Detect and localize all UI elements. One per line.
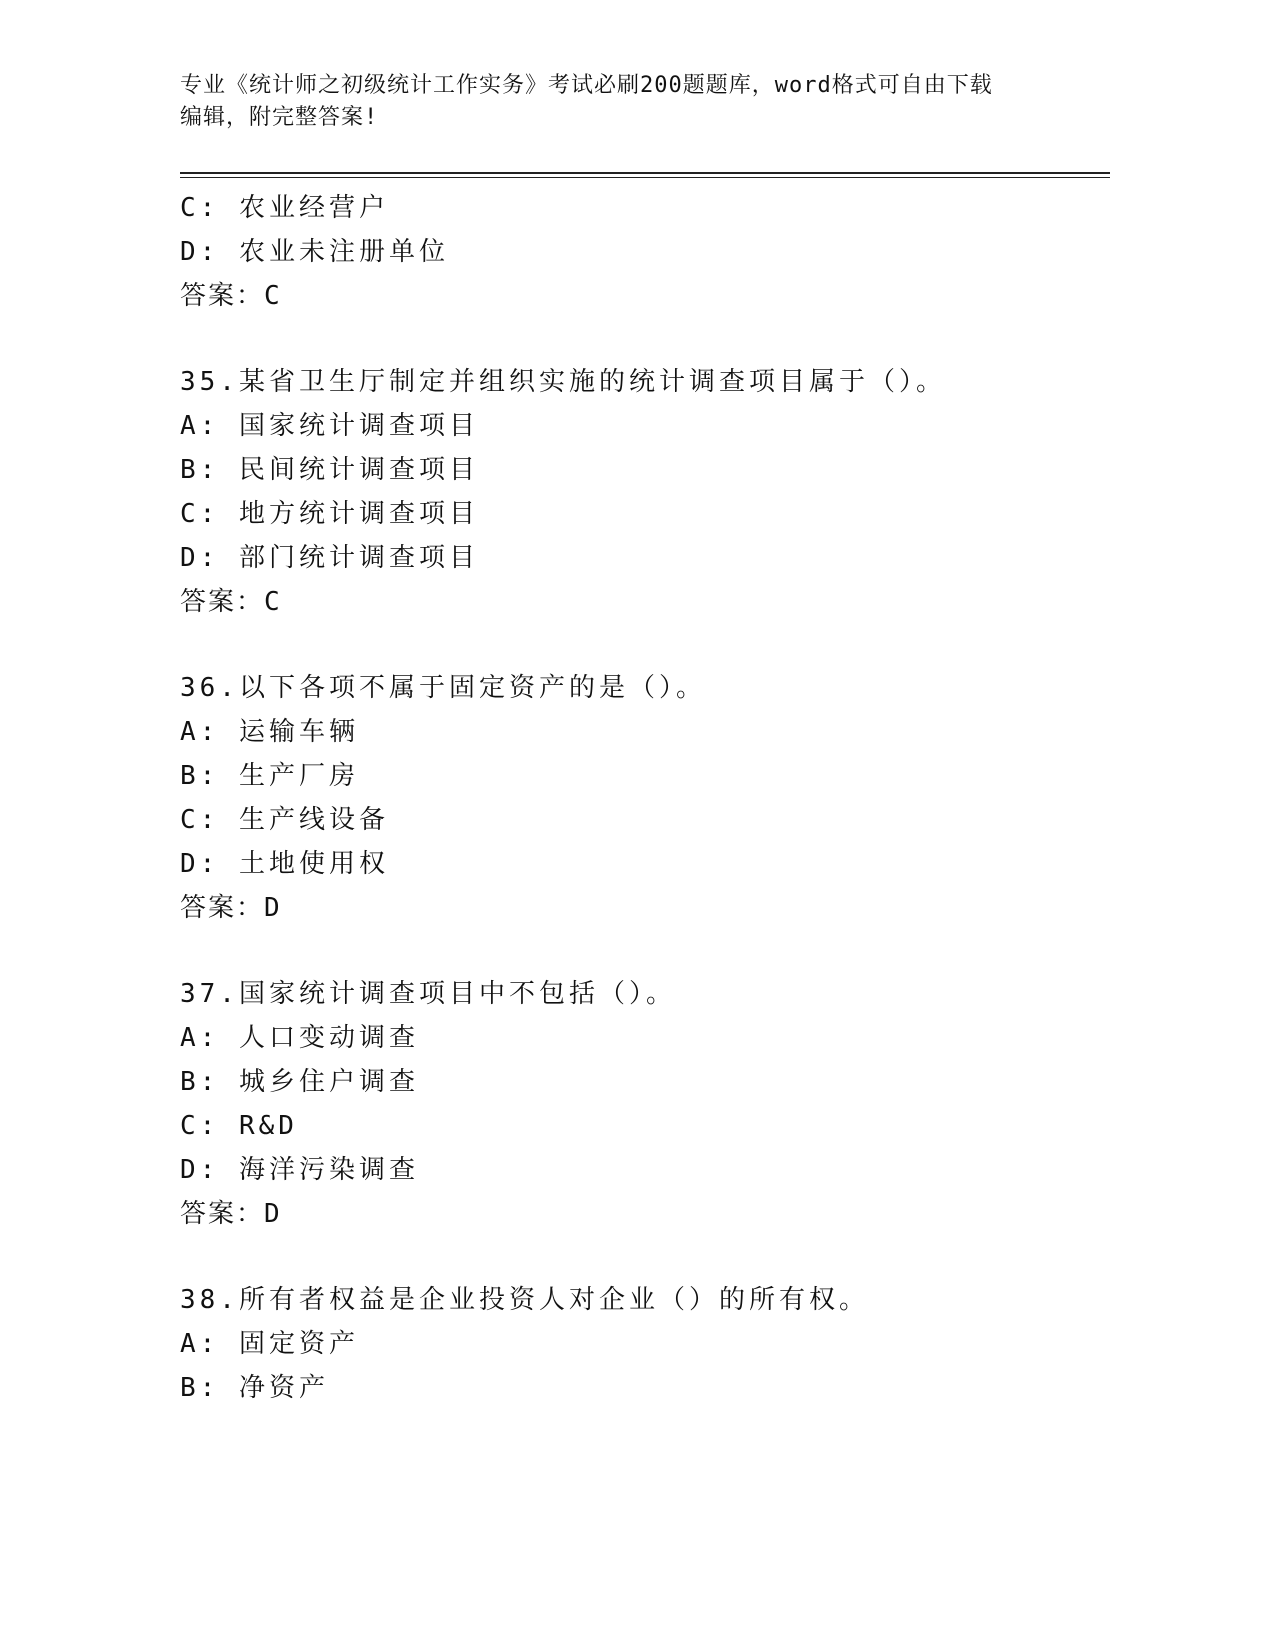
option-b: B: 城乡住户调查: [180, 1067, 419, 1097]
header-divider-thin: [180, 177, 1110, 178]
continued-question: [180, 186, 1110, 318]
answer-line: 答案：C: [180, 587, 282, 617]
option-b: B: 净资产: [180, 1373, 329, 1403]
option-a: A: 人口变动调查: [180, 1023, 419, 1053]
option-a: A: 国家统计调查项目: [180, 411, 479, 441]
question-37: [180, 972, 1110, 1236]
question-list: [180, 186, 1110, 1410]
question-36: [180, 666, 1110, 930]
option-a: A: 运输车辆: [180, 717, 359, 747]
option-d: D: 海洋污染调查: [180, 1155, 419, 1185]
option-c: C: R&D: [180, 1111, 298, 1141]
option-d: D: 农业未注册单位: [180, 237, 449, 267]
question-text: 36.以下各项不属于固定资产的是（）。: [180, 673, 706, 703]
document-header: [180, 70, 1080, 134]
question-text: 35.某省卫生厅制定并组织实施的统计调查项目属于（）。: [180, 367, 946, 397]
question-38: [180, 1278, 1110, 1410]
question-text: 37.国家统计调查项目中不包括（）。: [180, 979, 676, 1009]
option-b: B: 生产厂房: [180, 761, 359, 791]
header-divider-thick: [180, 172, 1110, 174]
header-line-1: 专业《统计师之初级统计工作实务》考试必刷200题题库，word格式可自由下载: [180, 73, 993, 98]
option-d: D: 部门统计调查项目: [180, 543, 479, 573]
option-d: D: 土地使用权: [180, 849, 389, 879]
question-text: 38.所有者权益是企业投资人对企业（）的所有权。: [180, 1285, 869, 1315]
header-line-2: 编辑，附完整答案!: [180, 105, 379, 130]
option-a: A: 固定资产: [180, 1329, 359, 1359]
answer-line: 答案：D: [180, 1199, 282, 1229]
question-35: [180, 360, 1110, 624]
option-c: C: 地方统计调查项目: [180, 499, 479, 529]
option-c: C: 生产线设备: [180, 805, 389, 835]
answer-line: 答案：D: [180, 893, 282, 923]
option-c: C: 农业经营户: [180, 193, 389, 223]
option-b: B: 民间统计调查项目: [180, 455, 479, 485]
answer-line: 答案：C: [180, 281, 282, 311]
